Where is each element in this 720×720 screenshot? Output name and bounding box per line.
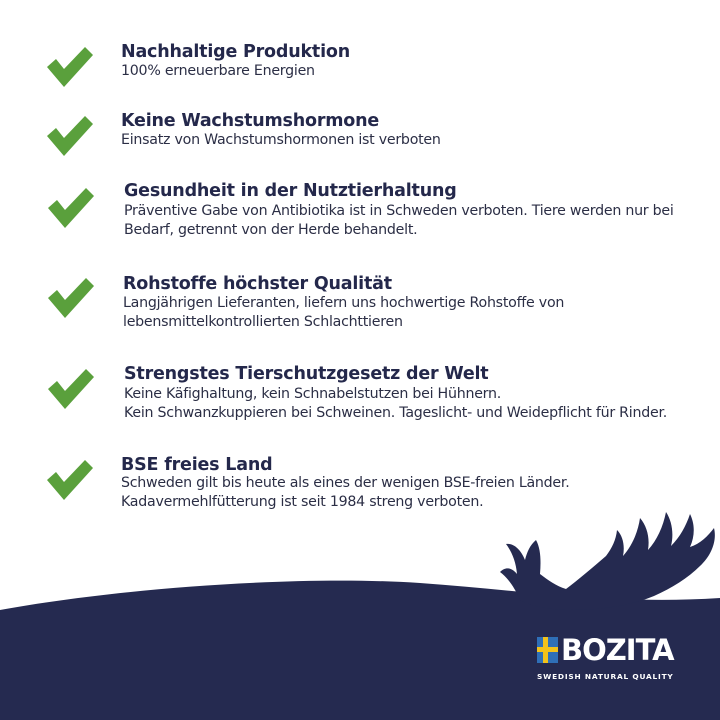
feature-description-line: Langjährigen Lieferanten, liefern uns hochwertige Rohstoffe von (123, 295, 565, 311)
feature-title: BSE freies Land (121, 455, 273, 475)
feature-title: Nachhaltige Produktion (121, 42, 350, 62)
brand-tagline: SWEDISH NATURAL QUALITY (537, 672, 674, 681)
checkmark-icon (46, 276, 96, 320)
feature-description (124, 385, 667, 422)
feature-description-line: Schweden gilt bis heute als eines der wenigen BSE-freien Länder. (121, 475, 570, 491)
feature-description (121, 62, 315, 81)
checkmark-icon (45, 114, 95, 158)
feature-title: Strengstes Tierschutzgesetz der Welt (124, 364, 489, 384)
feature-description-line: Kein Schwanzkuppieren bei Schweinen. Tageslicht- und Weidepflicht für Rinder. (124, 404, 667, 421)
feature-description (121, 474, 569, 511)
antler-shape (500, 512, 715, 610)
brand-name: BOZITA (561, 633, 674, 667)
checkmark-icon (45, 458, 95, 502)
feature-title: Gesundheit in der Nutztierhaltung (124, 181, 457, 201)
bozita-logo (537, 633, 677, 683)
swedish-flag-icon (537, 637, 558, 663)
feature-description (123, 294, 564, 331)
feature-description-line: lebensmittelkontrollierten Schlachttieren (123, 313, 403, 330)
feature-description-line: Kadavermehlfütterung ist seit 1984 streng verboten. (121, 493, 484, 510)
checkmark-icon (46, 186, 96, 230)
feature-description (121, 131, 441, 150)
feature-title: Rohstoffe höchster Qualität (123, 274, 392, 294)
checkmark-icon (46, 367, 96, 411)
checkmark-icon (45, 45, 95, 89)
feature-description-line: Einsatz von Wachstumshormonen ist verboten (121, 132, 441, 148)
feature-description-line: 100% erneuerbare Energien (121, 63, 315, 79)
feature-description-line: Präventive Gabe von Antibiotika ist in Schweden verboten. Tiere werden nur bei (124, 203, 674, 219)
feature-description (124, 202, 674, 239)
feature-title: Keine Wachstumshormone (121, 111, 380, 131)
feature-description-line: Keine Käfighaltung, kein Schnabelstutzen bei Hühnern. (124, 386, 502, 402)
feature-description-line: Bedarf, getrennt von der Herde behandelt. (124, 221, 418, 238)
